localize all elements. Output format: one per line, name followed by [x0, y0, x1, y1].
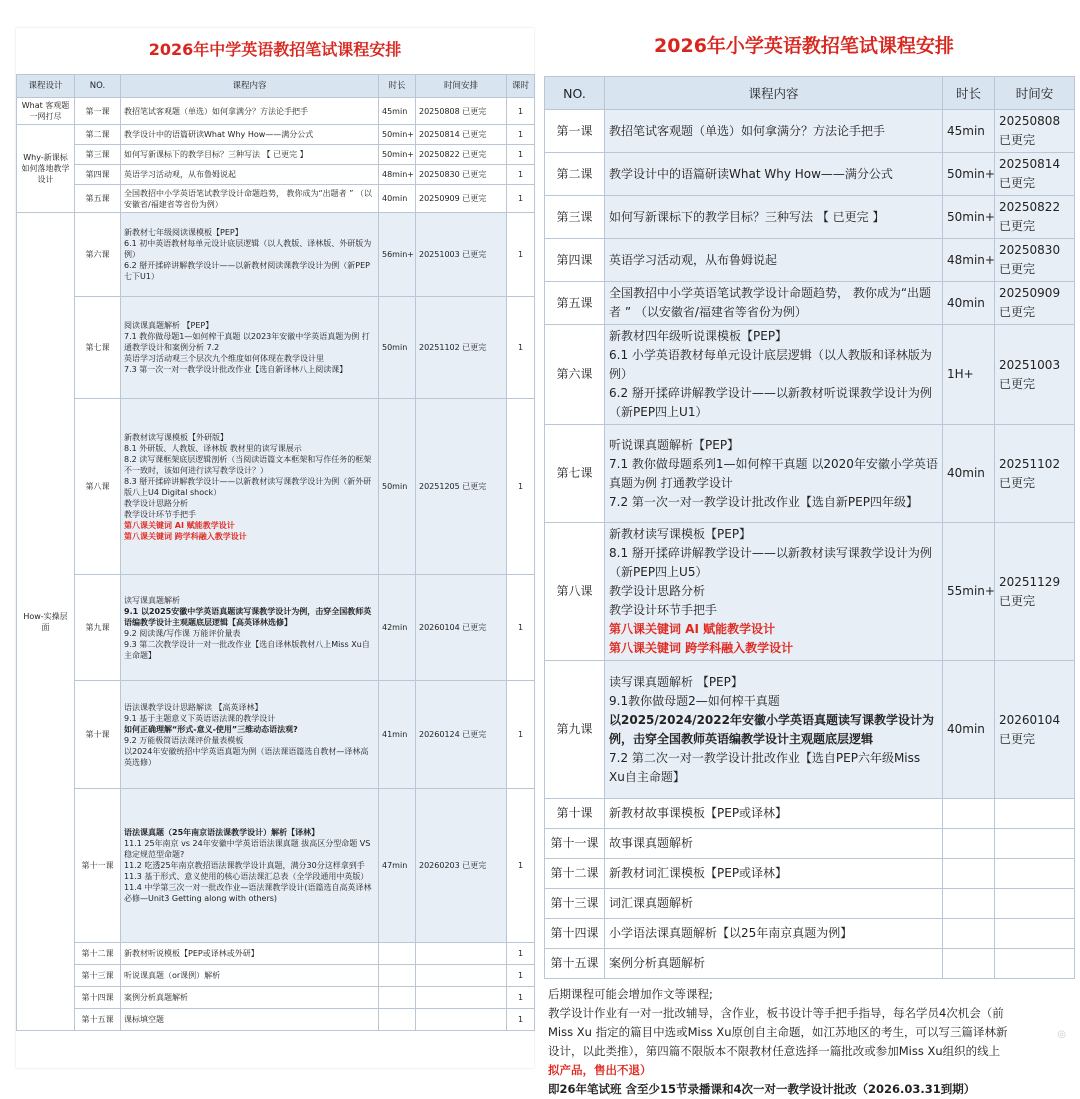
lesson-content	[605, 239, 943, 282]
lesson-schedule	[995, 919, 1075, 949]
lesson-schedule: 20260124 已更完	[416, 681, 507, 789]
lesson-content	[605, 196, 943, 239]
note-line: Miss Xu 指定的篇目中选或Miss Xu原创自主命题，如江苏地区的考生，可以写三篇译林新	[548, 1025, 1008, 1039]
lesson-content	[121, 165, 379, 185]
lesson-number: 第五课	[545, 282, 605, 325]
lesson-number: 第八课	[75, 399, 121, 575]
lesson-hours: 1	[507, 145, 535, 165]
content-line: 8.1 外研版、人教版、译林版 教材里的读写课展示	[124, 443, 302, 453]
lesson-number: 第二课	[75, 125, 121, 145]
lesson-content	[121, 987, 379, 1009]
lesson-content	[121, 297, 379, 399]
lesson-duration: 50min+	[379, 125, 416, 145]
content-line: 新教材故事课模板【PEP或译林】	[609, 806, 788, 820]
content-line: 语法课教学设计思路解读 【高英译林】	[124, 702, 263, 712]
lesson-content	[605, 829, 943, 859]
lesson-duration: 55min+	[943, 523, 995, 661]
table-row	[545, 425, 1075, 523]
lesson-duration: 45min	[379, 98, 416, 125]
lesson-content	[605, 799, 943, 829]
table-row	[17, 213, 535, 297]
content-line: 教学设计中的语篇研读What Why How——满分公式	[609, 166, 893, 181]
lesson-duration	[943, 919, 995, 949]
lesson-duration: 48min+	[379, 165, 416, 185]
lesson-duration	[943, 949, 995, 979]
lesson-duration: 50min+	[943, 196, 995, 239]
lesson-content	[121, 399, 379, 575]
lesson-number: 第十四课	[545, 919, 605, 949]
lesson-hours: 1	[507, 1009, 535, 1031]
table-row	[17, 98, 535, 125]
lesson-number: 第十四课	[75, 987, 121, 1009]
content-line: 新教材词汇课模板【PEP或译林】	[609, 866, 788, 880]
table-row	[17, 1009, 535, 1031]
lesson-content	[121, 185, 379, 213]
lesson-schedule: 20250830 已更完	[416, 165, 507, 185]
column-header: 课程内容	[121, 75, 379, 98]
content-line: 课标填空题	[124, 1015, 164, 1024]
lesson-content	[605, 919, 943, 949]
table-row	[545, 949, 1075, 979]
content-line: 新教材四年级听说课模板【PEP】	[609, 329, 788, 343]
table-row	[17, 165, 535, 185]
lesson-schedule: 20251102 已更完	[995, 425, 1075, 523]
table-row	[545, 196, 1075, 239]
lesson-schedule: 20250808 已更完	[995, 110, 1075, 153]
lesson-number: 第十课	[75, 681, 121, 789]
watermark-icon: ◎	[1057, 1029, 1066, 1040]
table-row	[545, 919, 1075, 949]
lesson-hours: 1	[507, 98, 535, 125]
lesson-number: 第四课	[75, 165, 121, 185]
lesson-hours: 1	[507, 125, 535, 145]
lesson-number: 第五课	[75, 185, 121, 213]
column-header: NO.	[75, 75, 121, 98]
content-line: 11.1 25年南京 vs 24年安徽中学英语语法课真题 拔高区分型命题 VS 稳定规范型命题?	[124, 839, 371, 859]
lesson-number: 第十三课	[75, 965, 121, 987]
content-line: 教招笔试客观题（单选）如何拿满分？方法论手把手	[609, 123, 886, 138]
lesson-number: 第三课	[75, 145, 121, 165]
content-line: 读写课真题解析 【PEP】	[609, 674, 743, 689]
lesson-number: 第十二课	[75, 943, 121, 965]
table-row	[545, 153, 1075, 196]
lesson-schedule: 20251205 已更完	[416, 399, 507, 575]
lesson-number: 第六课	[545, 325, 605, 425]
note-line: 设计，以此类推），第四篇不限版本不限教材任意选择一篇批改或参加Miss Xu组织的线上	[548, 1044, 1001, 1058]
table-row	[545, 282, 1075, 325]
note-line: 拟产品，售出不退）	[548, 1063, 652, 1077]
lesson-content	[121, 98, 379, 125]
content-line: 故事课真题解析	[609, 836, 694, 850]
content-line: 7.1 教你做母题1—如何榨干真题 以2023年安徽中学英语真题为例 打通教学设计和案例分析 7.2	[124, 332, 370, 352]
course-group-cell: What 客观题一网打尽	[17, 98, 75, 125]
content-line: 全国教招中小学英语笔试教学设计命题趋势， 教你成为“出题者 ” （以安徽省/福建省等省份为例）	[124, 188, 372, 209]
content-line: 如何写新课标下的教学目标？三种写法 【 已更完 】	[124, 150, 308, 159]
primary-school-schedule	[544, 18, 1064, 1096]
content-line: 11.2 吃透25年南京教招语法课教学设计真题，满分30分这样拿到手	[124, 861, 365, 870]
lesson-content	[121, 1009, 379, 1031]
lesson-content	[121, 965, 379, 987]
content-line: 9.1教你做母题2—如何榨干真题	[609, 693, 780, 708]
lesson-schedule	[995, 949, 1075, 979]
lesson-schedule: 20250830 已更完	[995, 239, 1075, 282]
primary-school-table	[544, 76, 1075, 979]
content-line: 教学设计环节手把手	[609, 603, 718, 617]
lesson-duration: 40min	[379, 185, 416, 213]
lesson-content	[605, 949, 943, 979]
content-line: 11.4 中学第三次一对一批改作业—语法课教学设计(语篇选自高英译林必修—Unit3 Getting along with others)	[124, 883, 372, 903]
content-line: 教学设计思路分析	[124, 498, 188, 508]
lesson-duration	[943, 889, 995, 919]
lesson-duration: 40min	[943, 425, 995, 523]
lesson-duration	[943, 799, 995, 829]
content-line: 以2024年安徽统招中学英语真题为例（语法课语篇选自教材—译林高英选修）	[124, 746, 369, 767]
lesson-number: 第十一课	[545, 829, 605, 859]
lesson-schedule: 20260104 已更完	[995, 661, 1075, 799]
lesson-schedule: 20250814 已更完	[995, 153, 1075, 196]
lesson-schedule: 20251102 已更完	[416, 297, 507, 399]
lesson-duration: 50min+	[943, 153, 995, 196]
lesson-number: 第九课	[75, 575, 121, 681]
lesson-content	[121, 145, 379, 165]
content-line: 如何正确理解“形式-意义-使用”三维动态语法观?	[124, 724, 298, 734]
content-line: 教招笔试客观题（单选）如何拿满分？方法论手把手	[124, 106, 308, 116]
lesson-number: 第一课	[75, 98, 121, 125]
content-line: 9.2 阅读课/写作课 万能评价量表	[124, 628, 241, 638]
content-line: 6.2 掰开揉碎讲解教学设计——以新教材听说课教学设计为例（新PEP四上U1）	[609, 386, 932, 419]
content-line: 6.1 初中英语教材每单元设计底层逻辑（以人教版、译林版、外研版为例）	[124, 239, 372, 259]
lesson-content	[605, 859, 943, 889]
lesson-number: 第一课	[545, 110, 605, 153]
column-header: 时间安	[995, 77, 1075, 110]
lesson-hours: 1	[507, 399, 535, 575]
table-row	[17, 185, 535, 213]
table-row	[545, 661, 1075, 799]
lesson-hours: 1	[507, 185, 535, 213]
lesson-duration: 50min+	[379, 145, 416, 165]
course-group-cell: Why-新课标如何落地教学设计	[17, 125, 75, 213]
content-line: 6.2 掰开揉碎讲解教学设计——以新教材阅读课教学设计为例（新PEP七下U1）	[124, 261, 370, 281]
table-row	[17, 965, 535, 987]
lesson-content	[605, 523, 943, 661]
content-line: 教学设计思路分析	[609, 584, 706, 598]
lesson-hours: 1	[507, 965, 535, 987]
lesson-number: 第七课	[75, 297, 121, 399]
lesson-schedule	[416, 965, 507, 987]
content-line: 读写课真题解析	[124, 595, 180, 605]
note-line: 教学设计作业有一对一批改辅导，含作业，板书设计等手把手指导，每名学员4次机会（前	[548, 1006, 1004, 1020]
content-line: 新教材读写课模板【PEP】	[609, 527, 752, 541]
table-row	[545, 239, 1075, 282]
lesson-content	[605, 110, 943, 153]
content-line: 7.3 第一次一对一教学设计批改作业【选自新译林八上阅读课】	[124, 365, 348, 374]
table-row	[545, 829, 1075, 859]
lesson-content	[121, 789, 379, 943]
lesson-hours: 1	[507, 297, 535, 399]
content-line: 9.2 万能极简语法课评价量表模板	[124, 735, 244, 745]
content-line: 以2025/2024/2022年安徽小学英语真题读写课教学设计为例，击穿全国教师英语编教学设计主观题底层逻辑	[609, 712, 934, 746]
lesson-schedule	[416, 1009, 507, 1031]
lesson-number: 第八课	[545, 523, 605, 661]
content-line: 8.1 掰开揉碎讲解教学设计——以新教材读写课教学设计为例（新PEP四上U5）	[609, 546, 932, 579]
lesson-schedule: 20260104 已更完	[416, 575, 507, 681]
lesson-duration: 1H+	[943, 325, 995, 425]
lesson-duration: 45min	[943, 110, 995, 153]
content-line: 如何写新课标下的教学目标？三种写法 【 已更完 】	[609, 209, 885, 224]
lesson-duration: 50min	[379, 297, 416, 399]
table-row	[545, 889, 1075, 919]
content-line: 英语学习活动观三个层次九个维度如何体现在教学设计里	[124, 354, 324, 363]
column-header: 时长	[379, 75, 416, 98]
table-row	[17, 297, 535, 399]
lesson-schedule: 20250909 已更完	[995, 282, 1075, 325]
lesson-hours: 1	[507, 165, 535, 185]
content-line: 第八课关键词 跨学科融入教学设计	[609, 641, 794, 655]
lesson-duration: 48min+	[943, 239, 995, 282]
table-row	[545, 110, 1075, 153]
lesson-number: 第十五课	[545, 949, 605, 979]
content-line: 词汇课真题解析	[609, 896, 694, 910]
lesson-schedule: 20250808 已更完	[416, 98, 507, 125]
content-line: 9.1 以2025安徽中学英语真题读写课教学设计为例，击穿全国教师英语编教学设计主观题底层逻辑【高英译林选修】	[124, 606, 372, 627]
table-row	[545, 859, 1075, 889]
content-line: 英语学习活动观，从布鲁姆说起	[124, 170, 236, 179]
lesson-schedule	[416, 943, 507, 965]
lesson-schedule: 20260203 已更完	[416, 789, 507, 943]
content-line: 7.2 第一次一对一教学设计批改作业【选自新PEP四年级】	[609, 494, 918, 509]
lesson-schedule: 20250814 已更完	[416, 125, 507, 145]
note-line: 即26年笔试班 含至少15节录播课和4次一对一教学设计批改（2026.03.31到期）	[548, 1082, 976, 1096]
lesson-content	[121, 125, 379, 145]
lesson-duration	[943, 829, 995, 859]
lesson-number: 第七课	[545, 425, 605, 523]
lesson-hours: 1	[507, 213, 535, 297]
content-line: 新教材读写课模板【外研版】	[124, 432, 228, 442]
content-line: 8.3 掰开揉碎讲解教学设计——以新教材读写课教学设计为例（新外研版八上U4 Digital shock）	[124, 476, 372, 497]
content-line: 案例分析真题解析	[609, 956, 706, 970]
lesson-number: 第十五课	[75, 1009, 121, 1031]
lesson-duration: 56min+	[379, 213, 416, 297]
lesson-duration: 42min	[379, 575, 416, 681]
lesson-content	[605, 661, 943, 799]
content-line: 新教材七年级阅读课模板【PEP】	[124, 228, 243, 237]
lesson-duration	[379, 1009, 416, 1031]
lesson-number: 第九课	[545, 661, 605, 799]
lesson-content	[121, 213, 379, 297]
lesson-schedule	[995, 889, 1075, 919]
content-line: 8.2 读写课框架底层逻辑剖析（当阅读语篇文本框架和写作任务的框架不一致时，该如何进行读写教学设计？）	[124, 454, 372, 475]
table-row	[17, 681, 535, 789]
content-line: 教学设计环节手把手	[124, 509, 196, 519]
content-line: 小学语法课真题解析【以25年南京真题为例】	[609, 926, 853, 940]
lesson-schedule: 20250822 已更完	[416, 145, 507, 165]
content-line: 新教材听说模板【PEP或译林或外研】	[124, 949, 259, 958]
lesson-hours: 1	[507, 575, 535, 681]
lesson-schedule: 20250909 已更完	[416, 185, 507, 213]
lesson-schedule: 20251129 已更完	[995, 523, 1075, 661]
content-line: 语法课真题（25年南京语法课教学设计）解析【译林】	[124, 828, 320, 837]
lesson-content	[605, 153, 943, 196]
table-row	[17, 125, 535, 145]
middle-school-title: 2026年中学英语教招笔试课程安排	[148, 40, 402, 59]
lesson-duration	[379, 965, 416, 987]
lesson-number: 第十课	[545, 799, 605, 829]
lesson-schedule: 20251003 已更完	[416, 213, 507, 297]
lesson-schedule	[995, 859, 1075, 889]
content-line: 7.2 第二次一对一教学设计批改作业【选自PEP六年级Miss Xu自主命题】	[609, 750, 921, 784]
table-row	[545, 325, 1075, 425]
lesson-hours: 1	[507, 681, 535, 789]
column-header: 时长	[943, 77, 995, 110]
content-line: 第八课关键词 AI 赋能教学设计	[124, 520, 235, 530]
table-row	[17, 399, 535, 575]
table-row	[17, 943, 535, 965]
lesson-content	[121, 575, 379, 681]
column-header: 课程设计	[17, 75, 75, 98]
content-line: 11.3 基于形式、意义使用的核心语法课汇总表（全学段通用中英版）	[124, 872, 369, 881]
content-line: 7.1 教你做母题系列1—如何榨干真题 以2020年安徽小学英语真题为例 打通教学设计	[609, 456, 938, 490]
lesson-content	[605, 282, 943, 325]
lesson-schedule	[995, 829, 1075, 859]
lesson-duration: 41min	[379, 681, 416, 789]
lesson-number: 第六课	[75, 213, 121, 297]
lesson-number: 第二课	[545, 153, 605, 196]
table-row	[545, 523, 1075, 661]
content-line: 听说课真题解析【PEP】	[609, 437, 740, 452]
content-line: 9.1 基于主题意义下英语语法课的教学设计	[124, 713, 276, 723]
lesson-content	[605, 889, 943, 919]
table-row	[17, 575, 535, 681]
primary-school-title: 2026年小学英语教招笔试课程安排	[654, 35, 954, 57]
content-line: 全国教招中小学英语笔试教学设计命题趋势， 教你成为“出题者 ” （以安徽省/福建省等省份为例）	[609, 286, 932, 319]
lesson-schedule	[416, 987, 507, 1009]
lesson-number: 第十一课	[75, 789, 121, 943]
table-row	[17, 789, 535, 943]
table-row	[17, 987, 535, 1009]
column-header: 时间安排	[416, 75, 507, 98]
table-row	[545, 799, 1075, 829]
lesson-duration	[379, 943, 416, 965]
lesson-duration: 50min	[379, 399, 416, 575]
lesson-number: 第四课	[545, 239, 605, 282]
lesson-duration	[379, 987, 416, 1009]
lesson-number: 第十三课	[545, 889, 605, 919]
content-line: 9.3 第二次教学设计一对一批改作业【选自译林版教材八上Miss Xu自主命题】	[124, 639, 370, 660]
lesson-schedule	[995, 799, 1075, 829]
content-line: 听说课真题（or课例）解析	[124, 971, 221, 980]
lesson-hours: 1	[507, 943, 535, 965]
table-row	[17, 145, 535, 165]
course-group-cell: How-实操层面	[17, 213, 75, 1031]
lesson-schedule: 20251003 已更完	[995, 325, 1075, 425]
middle-school-table	[16, 74, 535, 1031]
content-line: 第八课关键词 跨学科融入教学设计	[124, 531, 247, 541]
lesson-content	[121, 943, 379, 965]
lesson-number: 第十二课	[545, 859, 605, 889]
lesson-hours: 1	[507, 789, 535, 943]
lesson-duration: 40min	[943, 661, 995, 799]
lesson-content	[605, 425, 943, 523]
lesson-content	[121, 681, 379, 789]
column-header: 课程内容	[605, 77, 943, 110]
middle-school-schedule	[16, 28, 534, 1068]
lesson-hours: 1	[507, 987, 535, 1009]
lesson-duration: 47min	[379, 789, 416, 943]
note-line: 后期课程可能会增加作文等课程;	[548, 987, 713, 1001]
column-header: 课时	[507, 75, 535, 98]
lesson-duration	[943, 859, 995, 889]
content-line: 英语学习活动观，从布鲁姆说起	[609, 252, 778, 267]
content-line: 案例分析真题解析	[124, 993, 188, 1002]
lesson-schedule: 20250822 已更完	[995, 196, 1075, 239]
content-line: 教学设计中的语篇研读What Why How——满分公式	[124, 130, 314, 139]
content-line: 阅读课真题解析 【PEP】	[124, 321, 214, 330]
course-notes	[544, 979, 1064, 1099]
column-header: NO.	[545, 77, 605, 110]
lesson-content	[605, 325, 943, 425]
content-line: 第八课关键词 AI 赋能教学设计	[609, 622, 776, 636]
content-line: 6.1 小学英语教材每单元设计底层逻辑（以人教版和译林版为例）	[609, 348, 932, 381]
lesson-duration: 40min	[943, 282, 995, 325]
lesson-number: 第三课	[545, 196, 605, 239]
